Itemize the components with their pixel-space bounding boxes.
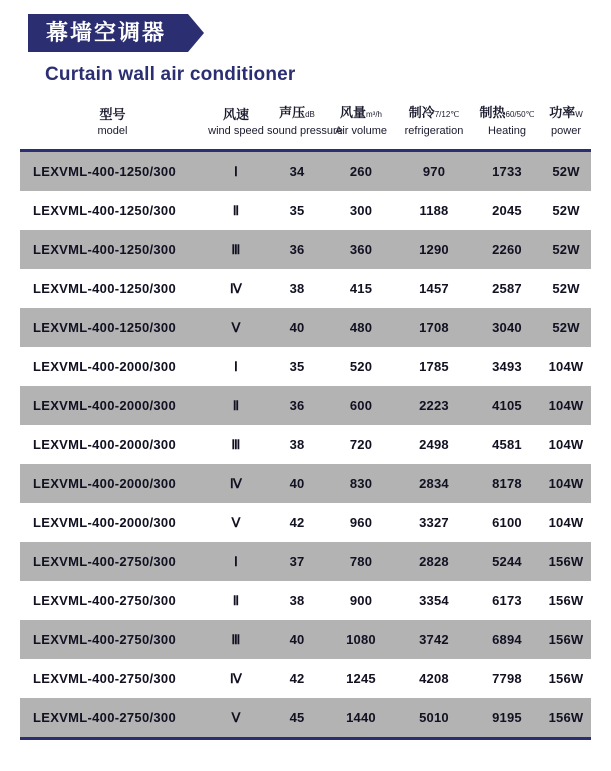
cell-power: 52W	[541, 152, 591, 191]
banner-arrow-icon	[188, 14, 204, 52]
cell-heating: 6100	[473, 503, 541, 542]
column-header-model	[20, 102, 205, 147]
cell-refrigeration: 1708	[395, 308, 473, 347]
cell-power: 52W	[541, 191, 591, 230]
page-title: 幕墙空调器	[46, 20, 167, 45]
cell-refrigeration: 3742	[395, 620, 473, 659]
cell-air-volume: 415	[327, 269, 395, 308]
cell-model: LEXVML-400-1250/300	[20, 152, 205, 191]
title-banner	[28, 14, 611, 52]
cell-refrigeration: 5010	[395, 698, 473, 737]
column-header-refrigeration	[395, 102, 473, 147]
cell-air-volume: 780	[327, 542, 395, 581]
cell-power: 52W	[541, 308, 591, 347]
cell-model: LEXVML-400-2750/300	[20, 659, 205, 698]
cell-air-volume: 260	[327, 152, 395, 191]
table-row	[20, 542, 591, 581]
cell-refrigeration: 3327	[395, 503, 473, 542]
cell-heating: 4581	[473, 425, 541, 464]
table-row	[20, 698, 591, 737]
cell-air-volume: 520	[327, 347, 395, 386]
table-row	[20, 581, 591, 620]
cell-refrigeration: 1290	[395, 230, 473, 269]
cell-wind-speed: Ⅴ	[205, 308, 267, 347]
cell-model: LEXVML-400-2750/300	[20, 581, 205, 620]
table-row	[20, 620, 591, 659]
cell-power: 104W	[541, 425, 591, 464]
cell-sound-pressure: 36	[267, 386, 327, 425]
table-row	[20, 503, 591, 542]
cell-heating: 3040	[473, 308, 541, 347]
cell-air-volume: 480	[327, 308, 395, 347]
header-unit-power: W	[575, 110, 583, 119]
cell-wind-speed: Ⅲ	[205, 425, 267, 464]
cell-model: LEXVML-400-1250/300	[20, 191, 205, 230]
cell-heating: 8178	[473, 464, 541, 503]
column-header-wind-speed	[205, 102, 267, 147]
cell-heating: 5244	[473, 542, 541, 581]
cell-model: LEXVML-400-2000/300	[20, 386, 205, 425]
cell-wind-speed: Ⅰ	[205, 347, 267, 386]
cell-wind-speed: Ⅱ	[205, 581, 267, 620]
cell-power: 104W	[541, 503, 591, 542]
table-row	[20, 308, 591, 347]
cell-sound-pressure: 35	[267, 191, 327, 230]
table-row	[20, 230, 591, 269]
table-row	[20, 191, 591, 230]
cell-sound-pressure: 37	[267, 542, 327, 581]
header-cn-heating: 制热60/50℃	[479, 105, 535, 120]
cell-sound-pressure: 38	[267, 425, 327, 464]
cell-model: LEXVML-400-1250/300	[20, 308, 205, 347]
cell-sound-pressure: 38	[267, 581, 327, 620]
cell-sound-pressure: 35	[267, 347, 327, 386]
cell-wind-speed: Ⅱ	[205, 191, 267, 230]
cell-model: LEXVML-400-2750/300	[20, 698, 205, 737]
cell-sound-pressure: 40	[267, 308, 327, 347]
cell-sound-pressure: 38	[267, 269, 327, 308]
cell-refrigeration: 4208	[395, 659, 473, 698]
cell-heating: 2045	[473, 191, 541, 230]
cell-power: 156W	[541, 581, 591, 620]
table-row	[20, 269, 591, 308]
header-unit-air-volume: m³/h	[366, 110, 382, 119]
cell-refrigeration: 3354	[395, 581, 473, 620]
specification-table	[20, 102, 591, 147]
header-unit-refrigeration: 7/12℃	[434, 110, 460, 119]
header-unit-sound-pressure: dB	[305, 110, 315, 119]
cell-model: LEXVML-400-2000/300	[20, 425, 205, 464]
header-en-sound-pressure: sound pressure	[267, 125, 343, 137]
cell-model: LEXVML-400-1250/300	[20, 230, 205, 269]
cell-heating: 2587	[473, 269, 541, 308]
table-header	[20, 102, 591, 147]
cell-sound-pressure: 36	[267, 230, 327, 269]
header-en-air-volume: Air volume	[335, 125, 387, 137]
header-cn-sound-pressure: 声压dB	[279, 105, 315, 120]
cell-wind-speed: Ⅰ	[205, 152, 267, 191]
cell-sound-pressure: 45	[267, 698, 327, 737]
cell-wind-speed: Ⅳ	[205, 269, 267, 308]
cell-heating: 1733	[473, 152, 541, 191]
cell-air-volume: 300	[327, 191, 395, 230]
cell-heating: 7798	[473, 659, 541, 698]
cell-model: LEXVML-400-2000/300	[20, 464, 205, 503]
cell-wind-speed: Ⅰ	[205, 542, 267, 581]
table-row	[20, 659, 591, 698]
page-subtitle: Curtain wall air conditioner	[45, 64, 296, 85]
cell-air-volume: 960	[327, 503, 395, 542]
column-header-sound-pressure	[267, 102, 343, 147]
cell-air-volume: 1245	[327, 659, 395, 698]
column-header-heating	[473, 102, 541, 147]
cell-power: 156W	[541, 659, 591, 698]
cell-heating: 2260	[473, 230, 541, 269]
cell-power: 156W	[541, 620, 591, 659]
header-cn-refrigeration: 制冷7/12℃	[408, 105, 460, 120]
cell-power: 104W	[541, 347, 591, 386]
table-body	[20, 152, 591, 737]
cell-wind-speed: Ⅳ	[205, 659, 267, 698]
cell-refrigeration: 2223	[395, 386, 473, 425]
cell-sound-pressure: 42	[267, 659, 327, 698]
column-header-air-volume	[327, 102, 395, 147]
table-row	[20, 386, 591, 425]
cell-power: 52W	[541, 230, 591, 269]
table-row	[20, 464, 591, 503]
cell-wind-speed: Ⅲ	[205, 230, 267, 269]
cell-wind-speed: Ⅳ	[205, 464, 267, 503]
product-spec-page	[0, 14, 611, 771]
table-row	[20, 152, 591, 191]
cell-power: 104W	[541, 464, 591, 503]
header-cn-model: 型号	[99, 107, 126, 122]
header-en-power: power	[551, 125, 581, 137]
cell-air-volume: 720	[327, 425, 395, 464]
table-row	[20, 347, 591, 386]
cell-sound-pressure: 42	[267, 503, 327, 542]
cell-refrigeration: 1785	[395, 347, 473, 386]
cell-sound-pressure: 34	[267, 152, 327, 191]
cell-model: LEXVML-400-2000/300	[20, 503, 205, 542]
cell-model: LEXVML-400-2000/300	[20, 347, 205, 386]
cell-wind-speed: Ⅴ	[205, 698, 267, 737]
cell-refrigeration: 1188	[395, 191, 473, 230]
cell-wind-speed: Ⅲ	[205, 620, 267, 659]
cell-model: LEXVML-400-1250/300	[20, 269, 205, 308]
cell-refrigeration: 2828	[395, 542, 473, 581]
cell-heating: 6894	[473, 620, 541, 659]
specification-table-body	[20, 152, 591, 737]
header-en-wind-speed: wind speed	[208, 125, 264, 137]
header-cn-wind-speed: 风速	[222, 107, 249, 122]
cell-power: 156W	[541, 698, 591, 737]
cell-air-volume: 830	[327, 464, 395, 503]
table-bottom-rule	[20, 737, 591, 740]
table-row	[20, 425, 591, 464]
cell-air-volume: 600	[327, 386, 395, 425]
cell-sound-pressure: 40	[267, 620, 327, 659]
banner-shape	[28, 14, 188, 52]
cell-power: 156W	[541, 542, 591, 581]
cell-refrigeration: 2498	[395, 425, 473, 464]
cell-refrigeration: 2834	[395, 464, 473, 503]
cell-heating: 9195	[473, 698, 541, 737]
cell-refrigeration: 970	[395, 152, 473, 191]
cell-sound-pressure: 40	[267, 464, 327, 503]
header-en-refrigeration: refrigeration	[404, 125, 464, 137]
cell-wind-speed: Ⅴ	[205, 503, 267, 542]
cell-power: 52W	[541, 269, 591, 308]
header-cn-air-volume: 风量m³/h	[339, 105, 382, 120]
cell-heating: 4105	[473, 386, 541, 425]
header-en-heating: Heating	[488, 125, 526, 137]
cell-air-volume: 360	[327, 230, 395, 269]
cell-model: LEXVML-400-2750/300	[20, 542, 205, 581]
header-row	[20, 102, 591, 147]
cell-air-volume: 1080	[327, 620, 395, 659]
cell-wind-speed: Ⅱ	[205, 386, 267, 425]
column-header-power	[541, 102, 591, 147]
cell-model: LEXVML-400-2750/300	[20, 620, 205, 659]
cell-refrigeration: 1457	[395, 269, 473, 308]
cell-power: 104W	[541, 386, 591, 425]
cell-air-volume: 900	[327, 581, 395, 620]
header-cn-power: 功率W	[549, 105, 583, 120]
header-en-model: model	[97, 125, 128, 137]
header-unit-heating: 60/50℃	[505, 110, 535, 119]
cell-air-volume: 1440	[327, 698, 395, 737]
cell-heating: 3493	[473, 347, 541, 386]
cell-heating: 6173	[473, 581, 541, 620]
